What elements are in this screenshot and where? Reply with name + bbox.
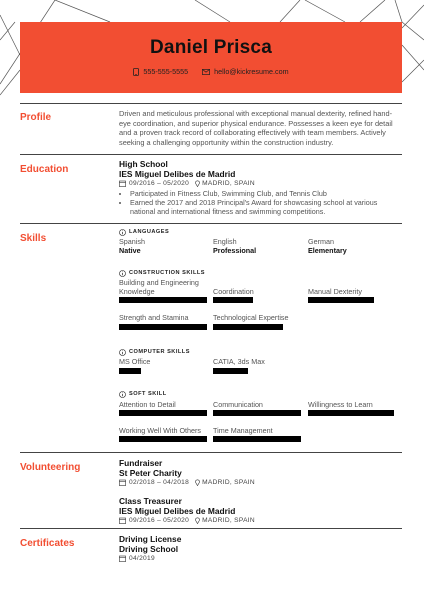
skill-name: CATIA, 3ds Max [213, 357, 265, 366]
phone-number: 555-555-5555 [143, 67, 189, 76]
entry-dates: 09/2016 – 05/2020 [129, 517, 190, 524]
entry-meta [119, 554, 402, 563]
skill-name: Willingness to Learn [308, 400, 373, 409]
entry-meta [119, 516, 402, 525]
candidate-name: Daniel Prisca [150, 37, 272, 58]
section-title-education: Education [20, 164, 69, 175]
skills-section [20, 223, 402, 445]
skill-name: Time Management [213, 426, 273, 435]
skill-name: Technological Expertise [213, 313, 289, 322]
location-pin-icon [195, 517, 200, 524]
skill-level-bar [213, 324, 283, 330]
calendar-icon [119, 180, 126, 187]
language-item: Spanish Native [119, 237, 145, 255]
entry-title: Driving License [119, 534, 182, 544]
skills-body [119, 223, 402, 445]
skill-level-bar [308, 297, 374, 303]
entry-title: Fundraiser [119, 458, 163, 468]
entry-title: High School [119, 159, 168, 169]
contact-row [20, 67, 402, 76]
entry-meta [119, 179, 402, 188]
certificates-section [20, 528, 402, 568]
entry-organization: IES Miguel Delibes de Madrid [119, 506, 236, 516]
skill-group-soft [119, 390, 402, 445]
section-divider [20, 528, 402, 529]
entry-location: MADRID, SPAIN [202, 517, 255, 524]
skill-name: Strength and Stamina [119, 313, 189, 322]
location-pin-icon [195, 180, 200, 187]
volunteering-section [20, 452, 402, 527]
skill-group-computer [119, 348, 402, 376]
skill-level-bar [213, 436, 301, 442]
entry-location: MADRID, SPAIN [202, 479, 255, 486]
skill-name: Building and Engineering Knowledge [119, 278, 199, 296]
entry-organization: St Peter Charity [119, 468, 182, 478]
skill-name: Coordination [213, 287, 254, 296]
entry-dates: 09/2016 – 05/2020 [129, 180, 190, 187]
skill-level-bar [119, 410, 207, 416]
skill-name: Manual Dexterity [308, 287, 362, 296]
phone-icon [133, 68, 139, 76]
language-item: English Professional [213, 237, 257, 255]
skill-level-bar [213, 297, 253, 303]
language-item: German Elementary [308, 237, 347, 255]
skill-level-bar [119, 297, 207, 303]
skill-level-bar [213, 368, 248, 374]
section-divider [20, 154, 402, 155]
info-circle-icon [119, 391, 126, 398]
certificates-body [119, 534, 402, 563]
email-address: hello@kickresume.com [214, 67, 289, 76]
section-divider [20, 103, 402, 104]
skill-name: Communication [213, 400, 263, 409]
profile-summary: Driven and meticulous professional with exceptional manual dexterity, refined hand-eye coordination, and superior physical endurance. Possesses a keen eye for detail and a proven track record of collaborating effectively with team members. Actively seeking a challenging opportunity within the construction industry. [119, 109, 393, 147]
skill-level-bar [308, 410, 394, 416]
skill-group-heading: CONSTRUCTION SKILLS [119, 269, 402, 279]
entry-dates: 04/2019 [129, 555, 155, 562]
skill-group-construction [119, 269, 402, 334]
entry-dates: 02/2018 – 04/2018 [129, 479, 190, 486]
calendar-icon [119, 555, 126, 562]
skill-name: Attention to Detail [119, 400, 176, 409]
entry-bullets [119, 189, 402, 217]
entry-meta [119, 478, 402, 487]
section-title-profile: Profile [20, 112, 52, 123]
info-circle-icon [119, 229, 126, 236]
calendar-icon [119, 517, 126, 524]
entry-title: Class Treasurer [119, 496, 182, 506]
section-divider [20, 452, 402, 453]
skill-level-bar [119, 324, 207, 330]
entry-location: MADRID, SPAIN [202, 180, 255, 187]
resume-header [20, 22, 402, 93]
volunteering-entry [119, 458, 402, 487]
list-item: • Earned the 2017 and 2018 Principal's Award for showcasing school at various national and international fitness and swimming competitions. [130, 198, 402, 216]
profile-section [20, 103, 402, 153]
skill-level-bar [213, 410, 301, 416]
volunteering-body [119, 458, 402, 525]
education-section [20, 154, 402, 222]
calendar-icon [119, 479, 126, 486]
skill-level-bar [119, 368, 141, 374]
skill-group-heading: LANGUAGES [119, 228, 402, 238]
entry-organization: Driving School [119, 544, 179, 554]
section-title-skills: Skills [20, 233, 47, 244]
section-title-volunteering: Volunteering [20, 462, 81, 473]
skill-level-bar [119, 436, 207, 442]
skill-group-heading: COMPUTER SKILLS [119, 348, 402, 358]
section-title-certificates: Certificates [20, 538, 75, 549]
location-pin-icon [195, 479, 200, 486]
entry-organization: IES Miguel Delibes de Madrid [119, 169, 236, 179]
info-circle-icon [119, 349, 126, 356]
volunteering-entry [119, 496, 402, 525]
list-item: • Participated in Fitness Club, Swimming Club, and Tennis Club [130, 189, 402, 198]
skill-group-languages [119, 228, 402, 260]
skill-group-heading: SOFT SKILL [119, 390, 402, 400]
profile-body [119, 109, 402, 147]
email-icon [202, 69, 210, 75]
skill-name: Working Well With Others [119, 426, 202, 435]
info-circle-icon [119, 270, 126, 277]
skill-name: MS Office [119, 357, 151, 366]
education-entry [119, 159, 402, 217]
